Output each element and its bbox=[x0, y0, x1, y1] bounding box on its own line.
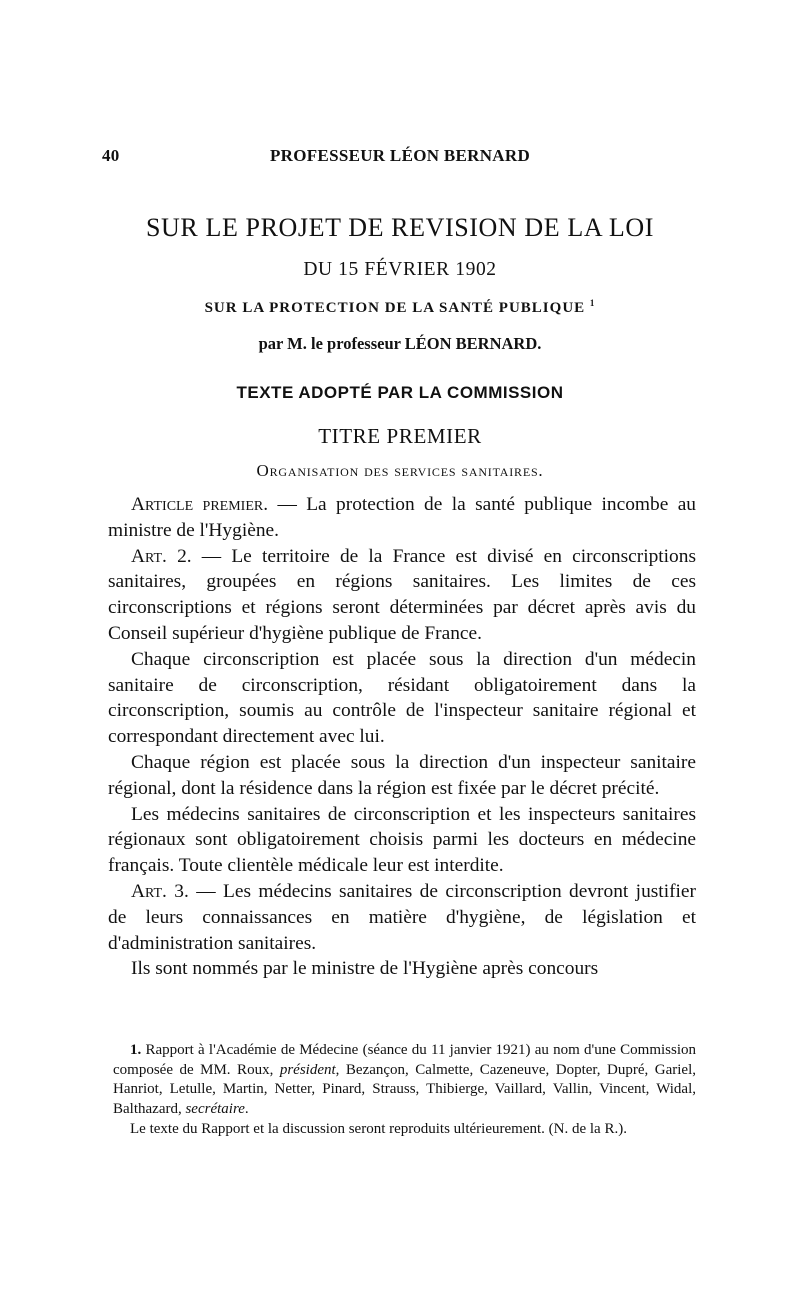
section-heading: Organisation des services sanitaires. bbox=[256, 461, 544, 480]
main-subtitle bbox=[100, 298, 700, 317]
paragraph-text: — La protection de la santé publique incombe au ministre de l'Hygiène. bbox=[108, 494, 696, 541]
paragraph: Chaque région est placée sous la direction d'un inspecteur sanitaire régional, dont la résidence dans la région est fixée par le décret précité. bbox=[108, 751, 696, 799]
paragraph: Chaque circonscription est placée sous la direction d'un médecin sanitaire de circonscription, résidant obligatoirement dans la circonscription, soumis au contrôle de l'inspecteur sanitaire régional et correspondant directement avec lui. bbox=[108, 648, 696, 748]
page-number: 40 bbox=[102, 146, 120, 165]
byline: par M. le professeur LÉON BERNARD. bbox=[258, 334, 542, 353]
footnote-role-president: président bbox=[279, 1061, 336, 1078]
body-text bbox=[108, 492, 696, 982]
footnote-role-secretaire: secrétaire bbox=[185, 1101, 245, 1118]
footnote-marker: 1. bbox=[130, 1042, 142, 1058]
article-label: Art. 3. bbox=[131, 880, 189, 902]
footnote-2: Le texte du Rapport et la discussion seront reproduits ultérieurement. (N. de la R.). bbox=[130, 1120, 627, 1137]
adopted-heading: TEXTE ADOPTÉ PAR LA COMMISSION bbox=[236, 383, 564, 402]
paragraph-article-1 bbox=[108, 492, 696, 544]
paragraph: Les médecins sanitaires de circonscription et les inspecteurs sanitaires régionaux sont obligatoirement choisis parmi les docteurs en médecine français. Toute clientèle médicale leur est interdite. bbox=[108, 803, 696, 877]
article-label: Art. 2. bbox=[131, 545, 192, 567]
footnote-text: Rapport à l'Académie de Médecine (séance du 11 janvier 1921) au nom d'une Commission composée de MM. Roux, bbox=[113, 1042, 696, 1078]
paragraph-text: — Le territoire de la France est divisé en circonscriptions sanitaires, groupées en régions sanitaires. Les limites de ces circonscriptions et régions seront déterminées par décret après avis du Conseil supérieur d'hygiène publique de France. bbox=[108, 545, 696, 644]
footnote-text: . bbox=[244, 1101, 249, 1118]
footnotes bbox=[113, 1041, 696, 1140]
paragraph-text: — Les médecins sanitaires de circonscription devront justifier de leurs connaissances en matière d'hygiène, de législation et d'administration sanitaires. bbox=[108, 880, 696, 954]
running-head bbox=[102, 146, 698, 170]
running-head-title: PROFESSEUR LÉON BERNARD bbox=[269, 146, 531, 165]
paragraph: Ils sont nommés par le ministre de l'Hygiène après concours bbox=[131, 958, 599, 980]
main-title: SUR LE PROJET DE REVISION DE LA LOI bbox=[145, 213, 655, 242]
footnote-1 bbox=[113, 1041, 696, 1120]
footnote-text: , Bezançon, Calmette, Cazeneuve, Dopter, Dupré, Gariel, Hanriot, Letulle, Martin, Netter, Pinard, Strauss, Thibierge, Vaillard, Vallin, Vincent, Widal, Balthazard, bbox=[113, 1061, 696, 1118]
main-subtitle-text: SUR LA PROTECTION DE LA SANTÉ PUBLIQUE bbox=[204, 300, 586, 316]
paragraph-article-3 bbox=[108, 879, 696, 956]
titre-heading: TITRE PREMIER bbox=[318, 424, 482, 448]
article-label: Article premier. bbox=[131, 494, 269, 515]
footnote-ref[interactable]: 1 bbox=[589, 298, 596, 308]
paragraph-article-2 bbox=[108, 544, 696, 647]
main-title-date: DU 15 FÉVRIER 1902 bbox=[303, 259, 497, 280]
